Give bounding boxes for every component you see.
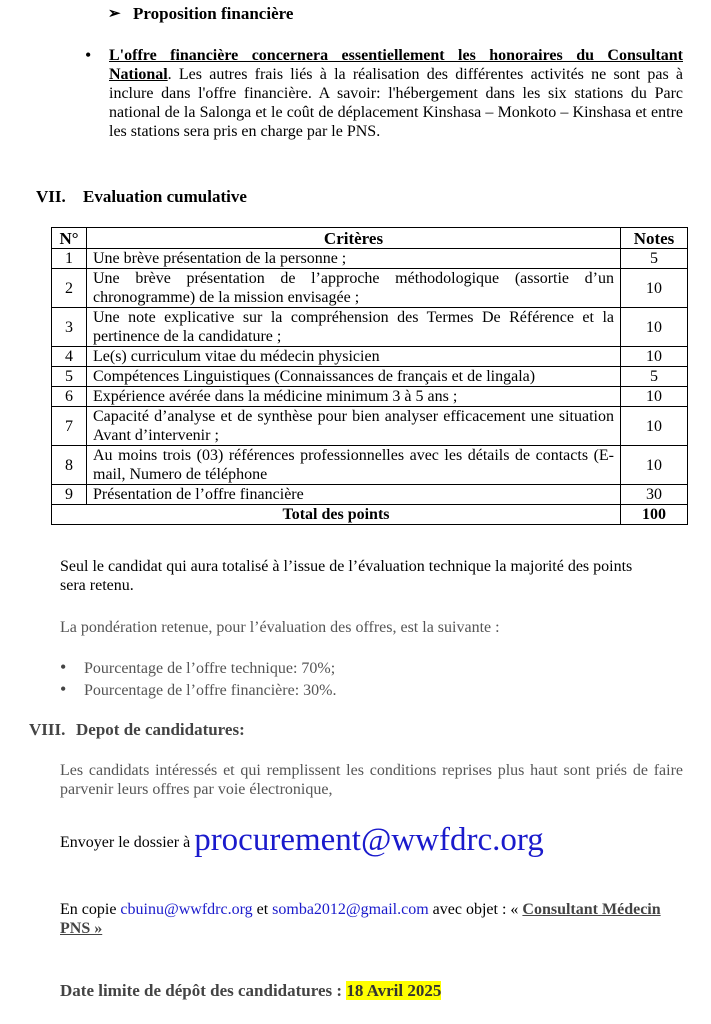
- row-note: 10: [621, 387, 688, 407]
- row-criteria: Expérience avérée dans la médicine minimum 3 à 5 ans ;: [87, 387, 621, 407]
- section-number: VIII.: [29, 720, 66, 739]
- financial-offer-paragraph: [109, 46, 683, 141]
- section-title: Depot de candidatures:: [76, 720, 245, 739]
- copy-email-1-link[interactable]: cbuinu@wwfdrc.org: [120, 901, 253, 918]
- table-row: [52, 407, 688, 446]
- row-note: 5: [621, 367, 688, 387]
- row-criteria: Le(s) curriculum vitae du médecin physicien: [87, 347, 621, 367]
- copy-email-2-link[interactable]: somba2012@gmail.com: [272, 901, 429, 918]
- row-note: 10: [621, 446, 688, 485]
- arrow-bullet-icon: ➢: [108, 6, 121, 22]
- table-row: [52, 308, 688, 347]
- weighting-item-financial: Pourcentage de l’offre financière: 30%.: [84, 682, 337, 699]
- table-row: [52, 446, 688, 485]
- row-criteria: Présentation de l’offre financière: [87, 485, 621, 505]
- section-heading-evaluation: [36, 187, 247, 206]
- procurement-email-link[interactable]: procurement@wwfdrc.org: [194, 822, 544, 858]
- table-row: [52, 485, 688, 505]
- row-criteria: Une note explicative sur la compréhension des Termes De Référence et la pertinence de la candidature ;: [87, 308, 621, 347]
- row-num: 6: [52, 387, 87, 407]
- proposition-heading: Proposition financière: [133, 4, 294, 23]
- row-num: 7: [52, 407, 87, 446]
- row-criteria: Compétences Linguistiques (Connaissances de français et de lingala): [87, 367, 621, 387]
- row-num: 3: [52, 308, 87, 347]
- section-heading-depot: [29, 720, 245, 739]
- financial-offer-lead: L'offre financière concernera essentiellement les honoraires du Consultant National: [109, 47, 683, 83]
- bullet-icon: •: [60, 679, 67, 699]
- row-note: 10: [621, 269, 688, 308]
- row-num: 5: [52, 367, 87, 387]
- copy-and: et: [256, 901, 269, 918]
- table-row: [52, 367, 688, 387]
- selection-paragraph: Seul le candidat qui aura totalisé à l’issue de l’évaluation technique la majorité des points sera retenu.: [60, 558, 633, 594]
- row-num: 9: [52, 485, 87, 505]
- weighting-intro: La pondération retenue, pour l’évaluation des offres, est la suivante :: [60, 619, 500, 636]
- financial-offer-text: . Les autres frais liés à la réalisation des différentes activités ne sont pas à inclure dans l'offre financière. A savoir: l'hébergement dans les six stations du Parc national de la Salonga et le coût de déplacement Kinshasa – Monkoto – Kinshasa et entre les stations sera pris en charge par le PNS.: [109, 66, 683, 140]
- copy-object-label: avec objet : «: [432, 901, 519, 918]
- bullet-icon: •: [60, 657, 67, 677]
- deadline-date: 18 Avril 2025: [346, 981, 442, 1000]
- total-value: 100: [621, 505, 688, 525]
- row-note: 30: [621, 485, 688, 505]
- row-criteria: Une brève présentation de l’approche méthodologique (assortie d’un chronogramme) de la mission envisagée ;: [87, 269, 621, 308]
- section-title: Evaluation cumulative: [83, 187, 247, 206]
- row-criteria: Au moins trois (03) références professionnelles avec les détails de contacts (E-mail, Numero de téléphone: [87, 446, 621, 485]
- weighting-item-technical: Pourcentage de l’offre technique: 70%;: [84, 660, 336, 677]
- copy-line: [60, 900, 683, 938]
- table-row: [52, 387, 688, 407]
- row-note: 10: [621, 347, 688, 367]
- row-num: 8: [52, 446, 87, 485]
- criteria-table: [51, 227, 688, 525]
- copy-prefix: En copie: [60, 901, 117, 918]
- section-number: VII.: [36, 187, 66, 206]
- table-row: [52, 269, 688, 308]
- row-num: 2: [52, 269, 87, 308]
- row-note: 10: [621, 308, 688, 347]
- total-label: Total des points: [52, 505, 621, 525]
- row-note: 5: [621, 249, 688, 269]
- table-row: [52, 249, 688, 269]
- candidates-paragraph: Les candidats intéressés et qui remplissent les conditions reprises plus haut sont priés de faire parvenir leurs offres par voie électronique,: [60, 762, 683, 798]
- table-header-row: [52, 228, 688, 249]
- row-criteria: Une brève présentation de la personne ;: [87, 249, 621, 269]
- header-num: N°: [52, 228, 87, 249]
- bullet-icon: •: [85, 45, 92, 65]
- row-num: 4: [52, 347, 87, 367]
- copy-subject: Consultant Médecin PNS »: [60, 901, 661, 937]
- deadline-line: [60, 981, 441, 1000]
- deadline-label: Date limite de dépôt des candidatures :: [60, 981, 343, 1000]
- header-notes: Notes: [621, 228, 688, 249]
- row-num: 1: [52, 249, 87, 269]
- row-criteria: Capacité d’analyse et de synthèse pour bien analyser efficacement une situation Avant d’intervenir ;: [87, 407, 621, 446]
- send-label: Envoyer le dossier à: [60, 834, 191, 851]
- send-line: [60, 822, 544, 858]
- header-criteria: Critères: [87, 228, 621, 249]
- table-total-row: [52, 505, 688, 525]
- row-note: 10: [621, 407, 688, 446]
- table-row: [52, 347, 688, 367]
